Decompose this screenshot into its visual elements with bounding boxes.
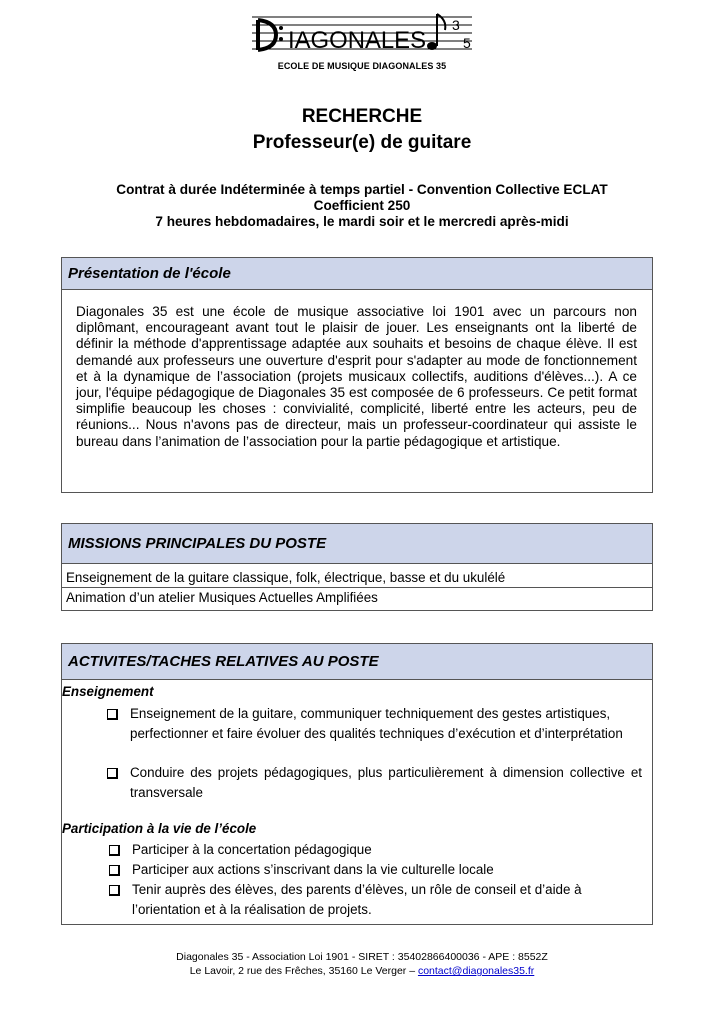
activities-heading: ACTIVITES/TACHES RELATIVES AU POSTE [62,644,652,680]
task-item [130,704,642,743]
logo-text: IAGONALES [288,27,426,54]
presentation-text: Diagonales 35 est une école de musique associative loi 1901 avec un parcours non diplômant, encourageant avant tout le plaisir de jouer. Les enseignants ont la liberté de définir la méthode d'apprentissage adaptée aux souhaits et besoins de chaque élève. Il est demandé aux professeurs une ouverture d'esprit pour s'adapter au mode de fonctionnement et à la dynamique de l’association (projets musicaux collectifs, auditions d'élèves...). A ce jour, l'équipe pédagogique de Diagonales 35 est composée de 6 professeurs. Ce petit format simplifie beaucoup les choses : convivialité, complicité, liberté entre les acteurs, peu de réunions... Nous n'avons pas de directeur, mais un professeur-coordinateur qui assiste le bureau dans l’animation de l’association pour la partie pédagogique et artistique. [76,304,637,449]
presentation-heading: Présentation de l'école [62,258,652,290]
mission-item: Enseignement de la guitare classique, folk, électrique, basse et du ukulélé [62,568,652,588]
mission-item: Animation d’un atelier Musiques Actuelles Amplifiées [66,590,378,605]
group-title-teaching: Enseignement [62,684,154,699]
school-logo [248,8,476,60]
contract-details [0,182,724,230]
school-header [0,8,724,71]
task-text: Participer à la concertation pédagogique [132,842,372,857]
checkbox-icon [109,865,120,876]
footer [0,950,724,978]
svg-text:5: 5 [463,35,471,51]
activities-section [61,643,653,925]
task-item [132,860,644,880]
task-text: Participer aux actions s’inscrivant dans la vie culturelle locale [132,862,494,877]
checkbox-icon [109,885,120,896]
footer-address [0,964,724,978]
checkbox-icon [109,845,120,856]
task-text: Tenir auprès des élèves, des parents d’élèves, un rôle de conseil et d’aide à l’orientation et à la réalisation de projets. [132,882,582,917]
task-item [132,880,644,919]
coefficient: Coefficient 250 [313,198,411,213]
footer-legal: Diagonales 35 - Association Loi 1901 - SIRET : 35402866400036 - APE : 8552Z [176,951,548,963]
task-text: Enseignement de la guitare, communiquer techniquement des gestes artistiques, perfectionner et faire évoluer des qualités techniques d’exécution et d’interprétation [130,706,623,741]
school-name: ECOLE DE MUSIQUE DIAGONALES 35 [277,61,447,71]
group-title-school-life: Participation à la vie de l’école [62,821,257,836]
presentation-section [61,257,653,493]
missions-section [61,523,653,611]
page-title: RECHERCHE [301,106,423,127]
footer-address-text: Le Lavoir, 2 rue des Frêches, 35160 Le Verger – [189,965,418,977]
svg-text:3: 3 [452,17,460,33]
job-title: Professeur(e) de guitare [252,132,472,153]
task-item [132,840,644,860]
working-hours: 7 heures hebdomadaires, le mardi soir et le mercredi après-midi [155,214,569,229]
checkbox-icon [107,768,118,779]
task-text: Conduire des projets pédagogiques, plus particulièrement à dimension collective et transversale [130,765,642,800]
checkbox-icon [107,709,118,720]
task-item [130,763,642,802]
contract-type: Contrat à durée Indéterminée à temps partiel - Convention Collective ECLAT [116,182,608,197]
missions-heading: MISSIONS PRINCIPALES DU POSTE [62,524,652,564]
contact-email-link[interactable]: contact@diagonales35.fr [417,965,535,977]
